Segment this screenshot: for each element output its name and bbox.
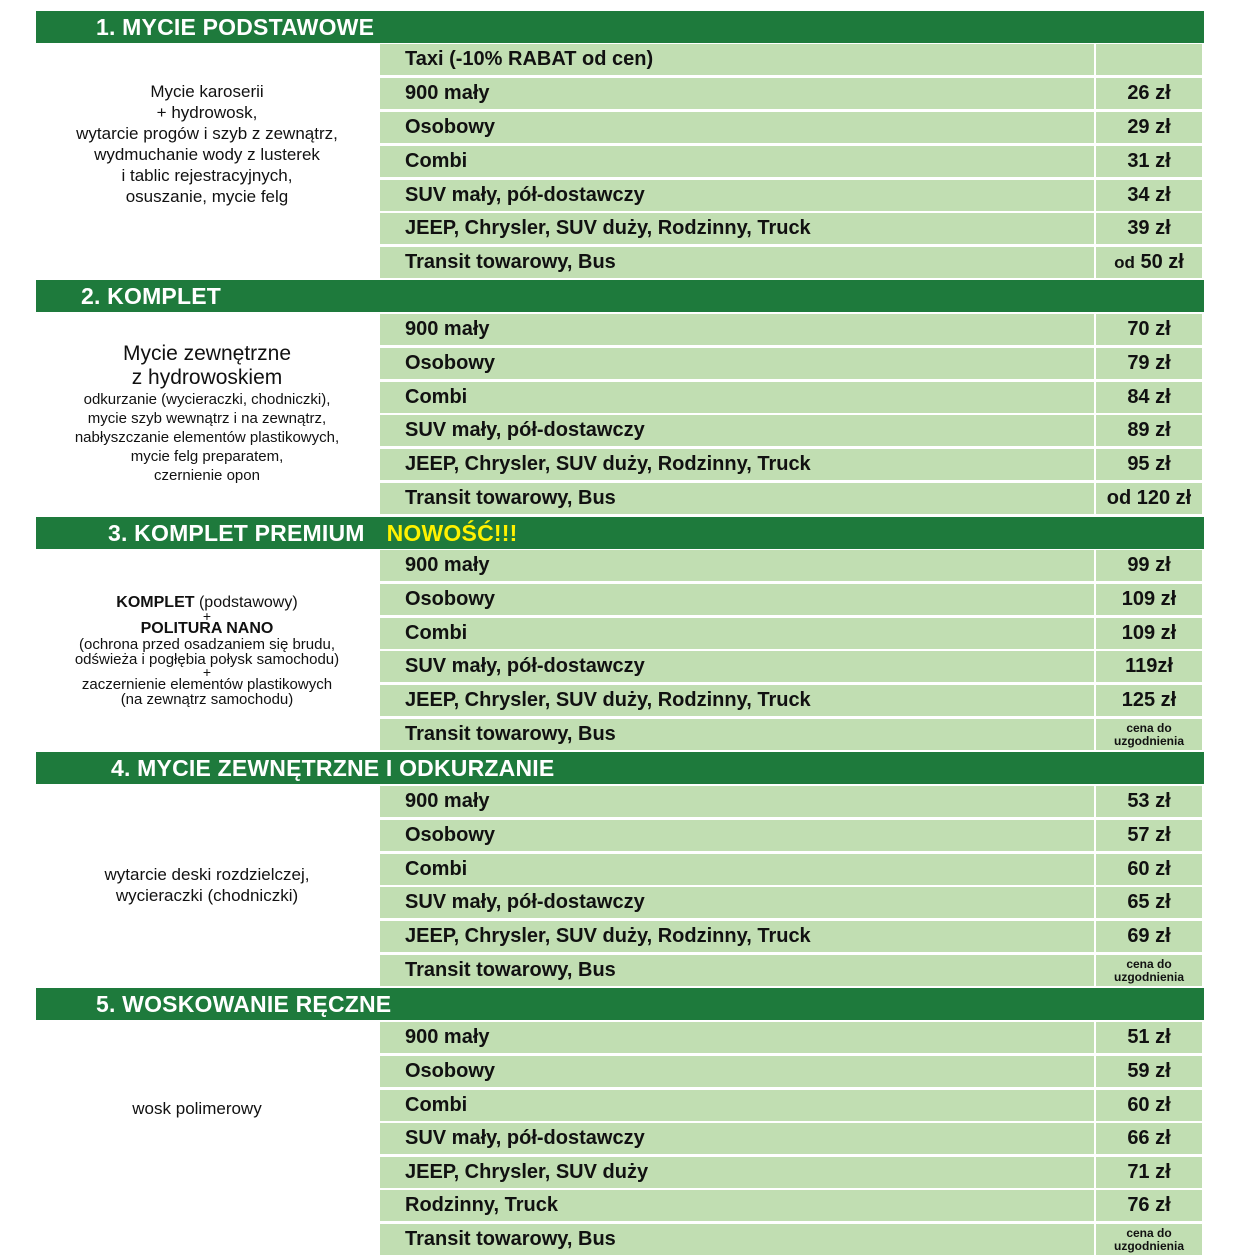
description-line: czernienie opon <box>154 467 260 484</box>
price-row <box>380 651 1204 682</box>
vehicle-name: Taxi (-10% RABAT od cen) <box>380 44 1094 75</box>
price-row <box>380 382 1204 413</box>
price-value <box>1096 247 1202 278</box>
vehicle-name: Osobowy <box>380 348 1094 379</box>
politura-label: POLITURA NANO <box>140 620 274 637</box>
section-5-header <box>36 988 1204 1020</box>
section-3-description <box>36 551 378 751</box>
price-value: 66 zł <box>1096 1123 1202 1154</box>
vehicle-name: Osobowy <box>380 584 1094 615</box>
description-line: odkurzanie (wycieraczki, chodniczki), <box>83 391 331 408</box>
section-title: 4. MYCIE ZEWNĘTRZNE I ODKURZANIE <box>111 755 555 781</box>
price-value: 71 zł <box>1096 1157 1202 1188</box>
price-row <box>380 44 1204 75</box>
description-line: wosk polimerowy <box>132 1099 262 1118</box>
vehicle-name: Osobowy <box>380 820 1094 851</box>
section-title: 1. MYCIE PODSTAWOWE <box>96 14 375 40</box>
komplet-detail: (podstawowy) <box>194 594 298 611</box>
section-4-description <box>36 785 378 985</box>
price-value: 34 zł <box>1096 180 1202 211</box>
komplet-label: KOMPLET <box>116 594 195 611</box>
price-value: 70 zł <box>1096 314 1202 345</box>
price-note: cena do <box>1126 721 1172 735</box>
vehicle-name: SUV mały, pół-dostawczy <box>380 180 1094 211</box>
description-line: wytarcie deski rozdzielczej, <box>104 865 310 884</box>
vehicle-name: Transit towarowy, Bus <box>380 955 1094 986</box>
vehicle-name: Transit towarowy, Bus <box>380 483 1094 514</box>
price-row <box>380 1190 1204 1221</box>
vehicle-name: Osobowy <box>380 112 1094 143</box>
section-3-header <box>36 517 1204 549</box>
vehicle-name: SUV mały, pół-dostawczy <box>380 651 1094 682</box>
price-note: uzgodnienia <box>1114 734 1184 748</box>
section-5-description <box>36 1021 378 1196</box>
price-row <box>380 146 1204 177</box>
price-value <box>1096 955 1202 986</box>
price-row <box>380 348 1204 379</box>
price-row <box>380 550 1204 581</box>
vehicle-name: Combi <box>380 146 1094 177</box>
price-row <box>380 449 1204 480</box>
section-2-description <box>36 313 378 513</box>
section-1-header <box>36 11 1204 43</box>
price-value: 76 zł <box>1096 1190 1202 1221</box>
description-line: nabłyszczanie elementów plastikowych, <box>74 429 340 446</box>
price-value: 65 zł <box>1096 887 1202 918</box>
price-value: 51 zł <box>1096 1022 1202 1053</box>
price-row <box>380 78 1204 109</box>
price-row <box>380 719 1204 750</box>
price-value: 89 zł <box>1096 415 1202 446</box>
price-row <box>380 483 1204 514</box>
price-row <box>380 1157 1204 1188</box>
section-4-header <box>36 752 1204 784</box>
description-line: odświeża i pogłębia połysk samochodu) <box>74 651 340 668</box>
price-value: 29 zł <box>1096 112 1202 143</box>
price-row <box>380 1090 1204 1121</box>
description-line: i tablic rejestracyjnych, <box>121 166 293 185</box>
price-row <box>380 213 1204 244</box>
vehicle-name: JEEP, Chrysler, SUV duży, Rodzinny, Truck <box>380 685 1094 716</box>
section-title: 5. WOSKOWANIE RĘCZNE <box>96 991 392 1017</box>
vehicle-name: JEEP, Chrysler, SUV duży, Rodzinny, Truck <box>380 213 1094 244</box>
vehicle-name: Transit towarowy, Bus <box>380 719 1094 750</box>
vehicle-name: Combi <box>380 382 1094 413</box>
vehicle-name: Combi <box>380 854 1094 885</box>
vehicle-name: 900 mały <box>380 550 1094 581</box>
vehicle-name: Osobowy <box>380 1056 1094 1087</box>
price-value: 26 zł <box>1096 78 1202 109</box>
vehicle-name: Transit towarowy, Bus <box>380 247 1094 278</box>
description-line: (ochrona przed osadzaniem się brudu, <box>79 636 335 653</box>
vehicle-name: JEEP, Chrysler, SUV duży <box>380 1157 1094 1188</box>
price-note: cena do <box>1126 1226 1172 1240</box>
price-row <box>380 584 1204 615</box>
vehicle-name: 900 mały <box>380 786 1094 817</box>
price-note: cena do <box>1126 957 1172 971</box>
vehicle-name: Transit towarowy, Bus <box>380 1224 1094 1255</box>
price-value: 125 zł <box>1096 685 1202 716</box>
price-value <box>1096 44 1202 75</box>
price-value: od 120 zł <box>1096 483 1202 514</box>
price-row <box>380 314 1204 345</box>
price-row <box>380 786 1204 817</box>
description-line: wycieraczki (chodniczki) <box>115 886 299 905</box>
description-line: + hydrowosk, <box>156 103 258 122</box>
price-row <box>380 921 1204 952</box>
price-value: 31 zł <box>1096 146 1202 177</box>
price-value <box>1096 1224 1202 1255</box>
price-amount: 50 zł <box>1140 251 1184 273</box>
vehicle-name: SUV mały, pół-dostawczy <box>380 887 1094 918</box>
price-row <box>380 1224 1204 1255</box>
price-value: 109 zł <box>1096 584 1202 615</box>
section-title: 2. KOMPLET <box>81 283 222 309</box>
price-row <box>380 1022 1204 1053</box>
price-value: 119zł <box>1096 651 1202 682</box>
price-value: 53 zł <box>1096 786 1202 817</box>
price-row <box>380 854 1204 885</box>
vehicle-name: JEEP, Chrysler, SUV duży, Rodzinny, Truck <box>380 449 1094 480</box>
description-line: mycie szyb wewnątrz i na zewnątrz, <box>87 410 327 427</box>
price-value <box>1096 719 1202 750</box>
description-line: z hydrowoskiem <box>131 366 283 389</box>
plus-sign: + <box>202 608 212 624</box>
price-row <box>380 180 1204 211</box>
vehicle-name: 900 mały <box>380 1022 1094 1053</box>
vehicle-name: Combi <box>380 1090 1094 1121</box>
price-value: 99 zł <box>1096 550 1202 581</box>
description-line: osuszanie, mycie felg <box>125 187 289 206</box>
description-line: Mycie zewnętrzne <box>122 342 292 365</box>
price-row <box>380 820 1204 851</box>
description-line: zaczernienie elementów plastikowych <box>81 676 333 693</box>
price-row <box>380 618 1204 649</box>
vehicle-name: 900 mały <box>380 78 1094 109</box>
description-line: wytarcie progów i szyb z zewnątrz, <box>76 124 338 143</box>
price-row <box>380 955 1204 986</box>
price-prefix: od <box>1114 253 1135 272</box>
description-line: mycie felg preparatem, <box>130 448 284 465</box>
vehicle-name: 900 mały <box>380 314 1094 345</box>
description-line: Mycie karoserii <box>150 82 264 101</box>
section-2-header <box>36 280 1204 312</box>
price-value: 95 zł <box>1096 449 1202 480</box>
price-row <box>380 685 1204 716</box>
vehicle-name: SUV mały, pół-dostawczy <box>380 415 1094 446</box>
price-row <box>380 1056 1204 1087</box>
price-value: 57 zł <box>1096 820 1202 851</box>
price-value: 60 zł <box>1096 1090 1202 1121</box>
price-row <box>380 1123 1204 1154</box>
new-badge: NOWOŚĆ!!! <box>386 520 518 546</box>
vehicle-name: JEEP, Chrysler, SUV duży, Rodzinny, Truck <box>380 921 1094 952</box>
vehicle-name: Combi <box>380 618 1094 649</box>
price-note: uzgodnienia <box>1114 1239 1184 1253</box>
vehicle-name: SUV mały, pół-dostawczy <box>380 1123 1094 1154</box>
description-line: wydmuchanie wody z lusterek <box>94 145 320 164</box>
vehicle-name: Rodzinny, Truck <box>380 1190 1094 1221</box>
section-1-description <box>36 44 378 244</box>
plus-sign: + <box>202 664 212 680</box>
description-line: (na zewnątrz samochodu) <box>120 691 294 708</box>
price-value: 109 zł <box>1096 618 1202 649</box>
price-value: 59 zł <box>1096 1056 1202 1087</box>
price-row <box>380 247 1204 278</box>
price-row <box>380 887 1204 918</box>
price-row <box>380 112 1204 143</box>
price-value: 84 zł <box>1096 382 1202 413</box>
section-title: 3. KOMPLET PREMIUM <box>108 520 365 546</box>
price-value: 39 zł <box>1096 213 1202 244</box>
price-note: uzgodnienia <box>1114 970 1184 984</box>
price-value: 60 zł <box>1096 854 1202 885</box>
price-row <box>380 415 1204 446</box>
price-value: 69 zł <box>1096 921 1202 952</box>
price-value: 79 zł <box>1096 348 1202 379</box>
